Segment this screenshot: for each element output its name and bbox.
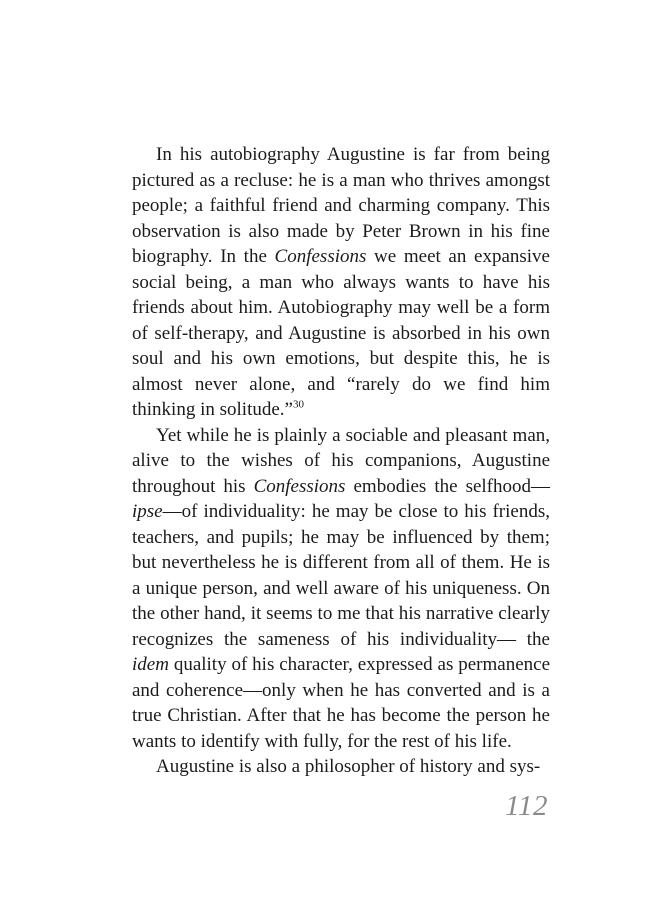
paragraph-1 xyxy=(132,142,550,423)
paragraph-2-text-b: embodies the selfhood— xyxy=(345,475,550,497)
paragraph-2-term-idem: idem xyxy=(132,654,169,675)
paragraph-2-text-c: —of individuality: he may be close to his friends, teachers, and pupils; he may be influenced by them; but nevertheless he is different from all of them. He is a unique person, and well aware of his uniqueness. On the other hand, it seems to me that his narrative clearly recognizes the sameness of his individuality— the xyxy=(132,501,550,650)
paragraph-3-text-a: Augustine is also a philosopher of history and sys- xyxy=(156,756,541,777)
body-text xyxy=(132,142,550,780)
footnote-marker: 30 xyxy=(292,398,304,411)
paragraph-2-term-ipse: ipse xyxy=(132,501,163,522)
paragraph-3 xyxy=(132,754,550,780)
paragraph-1-title-confessions: Confessions xyxy=(274,246,367,267)
page-number: 112 xyxy=(505,790,548,822)
paragraph-2-title-confessions: Confessions xyxy=(253,475,346,497)
paragraph-2 xyxy=(132,423,550,755)
paragraph-2-text-d: quality of his character, expressed as permanence and coherence—only when he has converted and is a true Christian. After that he has become the person he wants to identify with fully, for the rest of his life. xyxy=(132,654,550,752)
paragraph-2-text-a: Yet while he is plainly a sociable and pleasant man, alive to the wishes of his companions, Augustine throughout his xyxy=(132,424,550,497)
paragraph-1-text-b: we meet an expansive social being, a man who always wants to have his friends about him. Autobiography may well be a form of self-therapy, and Augustine is absorbed in his own soul and his own emotions, but despite this, he is almost never alone, and “rarely do we find him thinking in solitude.” xyxy=(132,246,550,420)
paragraph-1-text-a: In his autobiography Augustine is far from being pictured as a recluse: he is a man who thrives amongst people; a faithful friend and charming company. This observation is also made by Peter Brown in his fine biography. In the xyxy=(132,144,550,267)
